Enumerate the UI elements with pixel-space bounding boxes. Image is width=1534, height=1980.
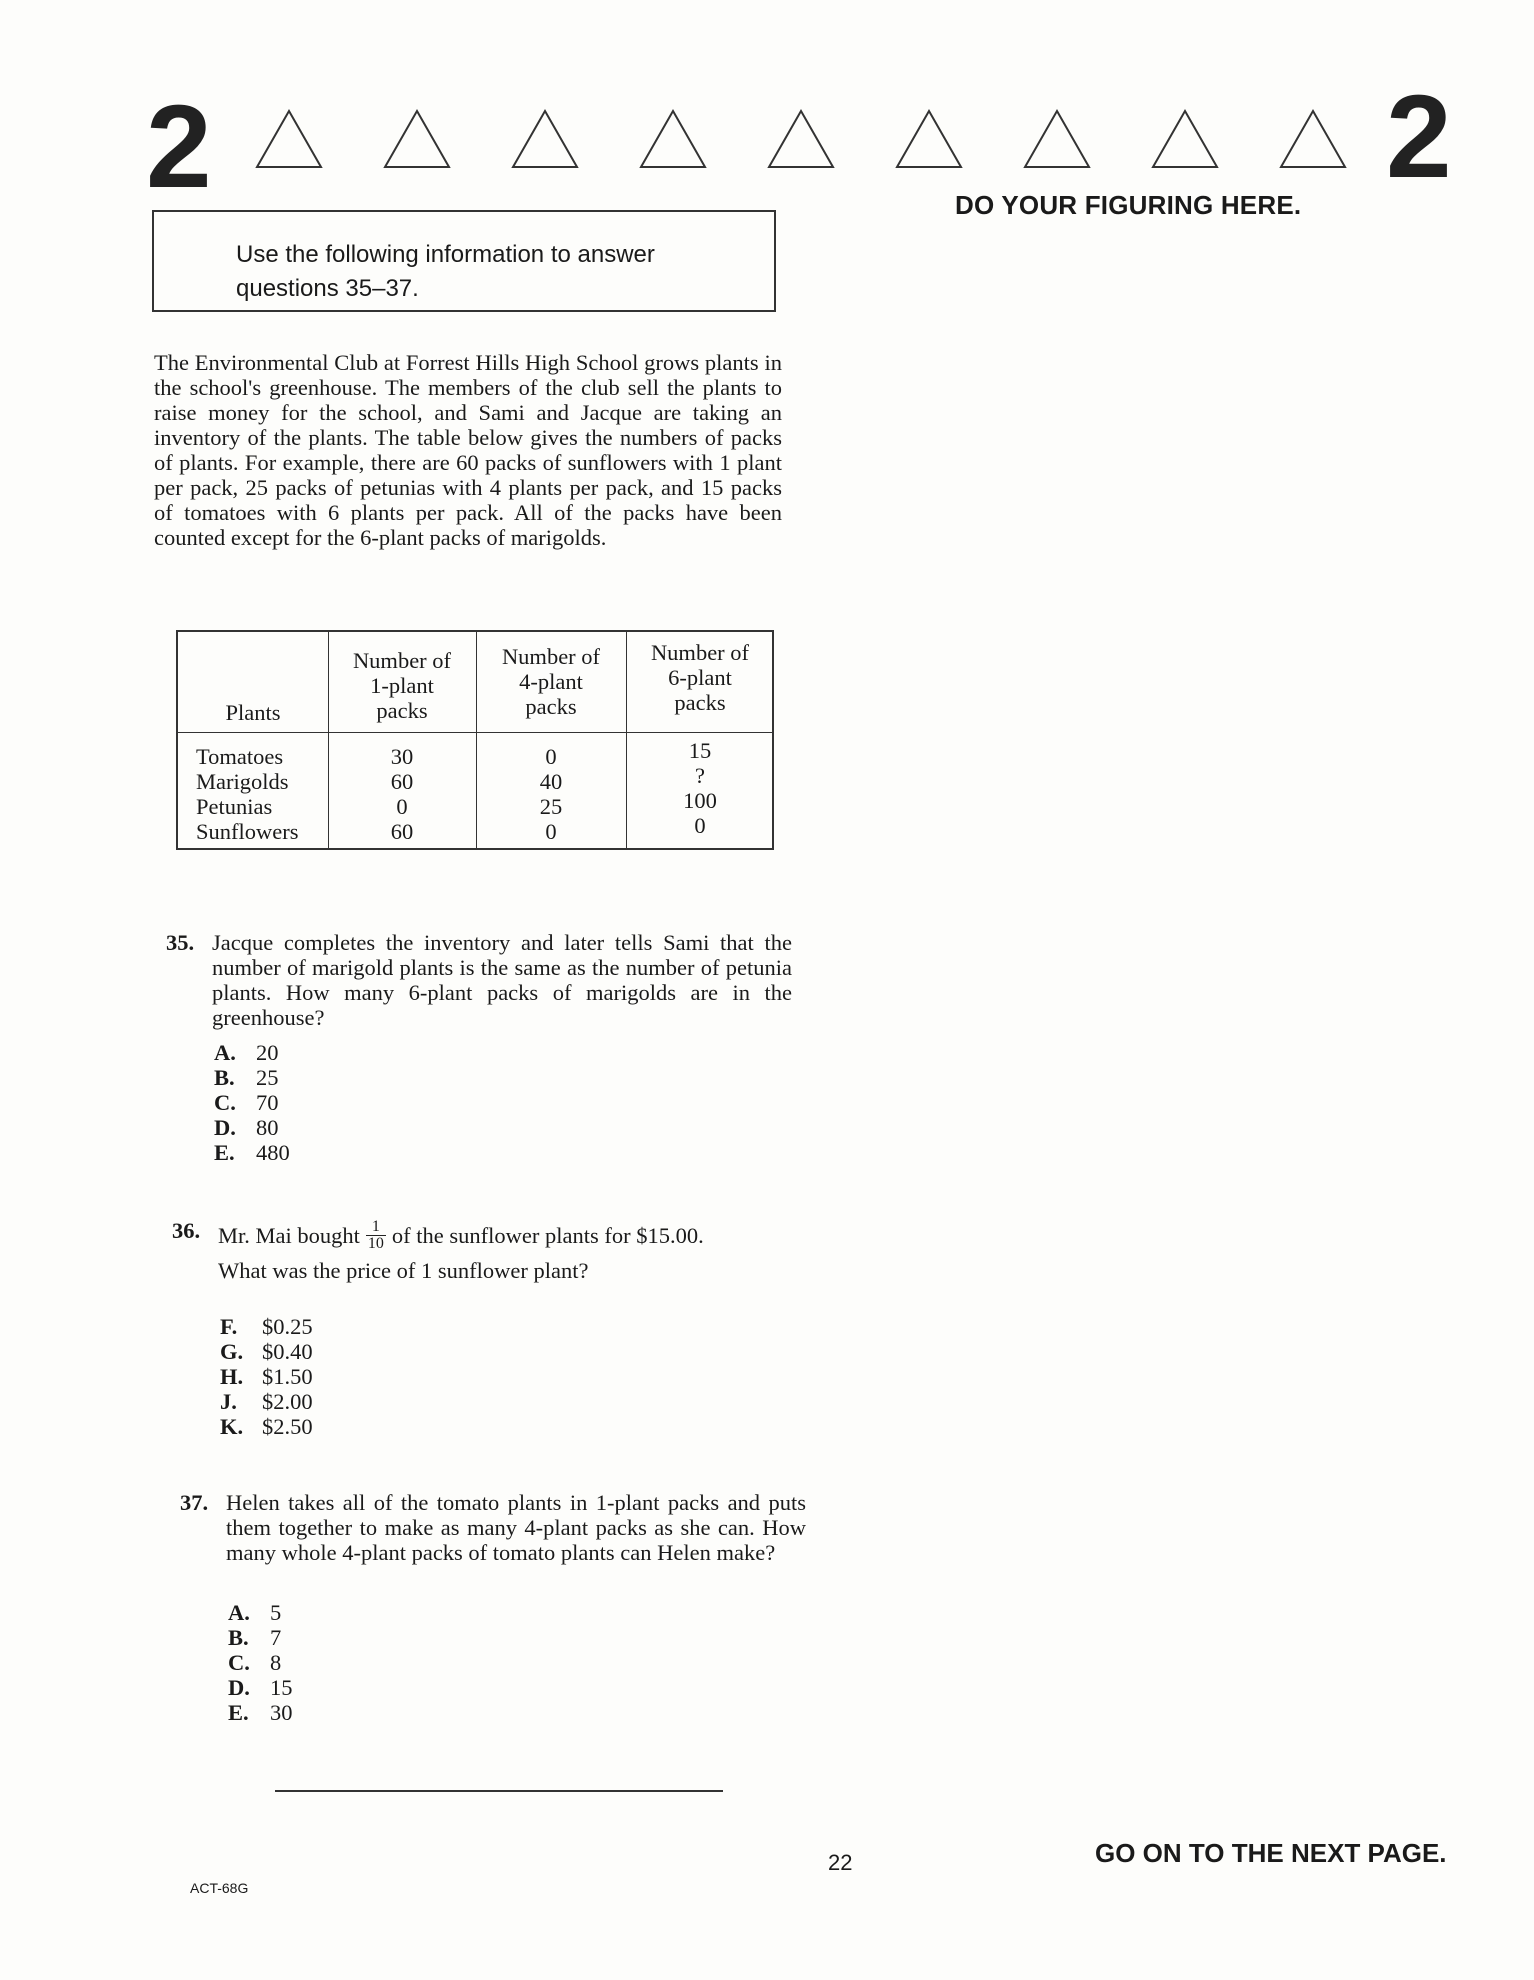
choice-value: 15 (270, 1675, 293, 1700)
table-header-line: packs (525, 694, 577, 719)
choice-value: $1.50 (262, 1364, 313, 1389)
table-header-line: 6-plant (668, 665, 732, 690)
choice-value: 30 (270, 1700, 293, 1725)
answer-choices (228, 1600, 293, 1725)
table-cell: 15 (688, 738, 712, 763)
table-cell: ? (695, 763, 705, 788)
answer-choice (228, 1600, 293, 1625)
choice-letter: A. (228, 1600, 250, 1625)
answer-choice (220, 1339, 313, 1364)
answer-choice (220, 1364, 313, 1389)
question-text: Jacque completes the inventory and later tells Sami that the number of marigold plants is the same as the number of petunia plants. How many 6-plant packs of marigolds are in the greenhouse? (212, 930, 792, 1030)
answer-choice (214, 1040, 290, 1065)
table-header-line: packs (376, 698, 428, 723)
question-text: Helen takes all of the tomato plants in 1-plant packs and puts them together to make as many 4-plant packs as she can. How many whole 4-plant packs of tomato plants can Helen make? (226, 1490, 806, 1565)
fraction-denominator: 10 (367, 1234, 384, 1252)
question-number: 36. (172, 1218, 201, 1243)
triangle-icon (766, 108, 836, 170)
choice-letter: C. (228, 1650, 250, 1675)
triangle-icon (638, 108, 708, 170)
choice-letter: D. (214, 1115, 236, 1140)
plants-table (176, 630, 774, 850)
triangle-icon (1278, 108, 1348, 170)
choice-letter: K. (220, 1414, 244, 1439)
table-header-line: 1-plant (370, 673, 434, 698)
info-box (152, 210, 776, 312)
table-cell: 0 (545, 744, 557, 769)
choice-letter: B. (214, 1065, 235, 1090)
table-header-line: Plants (225, 700, 281, 725)
go-on-label: GO ON TO THE NEXT PAGE. (1095, 1838, 1447, 1868)
question-number: 37. (180, 1490, 209, 1515)
question-text (218, 1218, 818, 1283)
choice-letter: E. (214, 1140, 235, 1165)
fraction-numerator: 1 (366, 1219, 386, 1236)
table-header-rule (178, 732, 772, 733)
info-box-line2: questions 35–37. (236, 275, 419, 302)
choice-value: $2.00 (262, 1389, 313, 1414)
table-header-6plant (626, 632, 774, 732)
triangle-icon (894, 108, 964, 170)
triangle-icon (1150, 108, 1220, 170)
table-column-plants (196, 744, 299, 844)
table-header-4plant (476, 632, 626, 732)
question-text-before: Mr. Mai bought (218, 1222, 360, 1248)
section-number-right: 2 (1386, 71, 1452, 203)
answer-choice (214, 1090, 290, 1115)
table-header-line: Number of (501, 644, 601, 669)
question-number: 35. (166, 930, 195, 955)
choice-letter: E. (228, 1700, 249, 1725)
choice-value: 7 (270, 1625, 282, 1650)
choice-letter: H. (220, 1364, 244, 1389)
table-cell: 0 (694, 813, 706, 838)
question-text-after: of the sunflower plants for $15.00. (391, 1222, 704, 1248)
answer-choice (220, 1314, 313, 1339)
choice-value: $2.50 (262, 1414, 313, 1439)
triangle-icon (1022, 108, 1092, 170)
choice-value: 25 (256, 1065, 279, 1090)
table-header-line: Number of (352, 648, 452, 673)
answer-choice (214, 1140, 290, 1165)
section-number-left: 2 (146, 81, 212, 213)
answer-choice (220, 1389, 313, 1414)
answer-choice (228, 1700, 293, 1725)
figuring-label: DO YOUR FIGURING HERE. (955, 190, 1302, 220)
choice-value: $0.25 (262, 1314, 313, 1339)
bottom-rule (275, 1790, 723, 1792)
question-text-line2: What was the price of 1 sunflower plant? (218, 1258, 589, 1283)
form-code: ACT-68G (190, 1880, 249, 1896)
triangle-icon (510, 108, 580, 170)
answer-choice (228, 1650, 293, 1675)
choice-value: $0.40 (262, 1339, 313, 1364)
table-cell: 100 (683, 788, 717, 813)
info-box-line1: Use the following information to answer (236, 241, 655, 268)
table-cell: Sunflowers (196, 819, 299, 844)
table-cell: 0 (545, 819, 557, 844)
table-column-1plant (328, 744, 476, 844)
answer-choice (214, 1065, 290, 1090)
table-cell: 0 (396, 794, 408, 819)
table-header-plants (178, 632, 328, 732)
table-cell: Tomatoes (196, 744, 284, 769)
table-cell: 60 (390, 819, 414, 844)
table-cell: 40 (539, 769, 563, 794)
table-header-line: 4-plant (519, 669, 583, 694)
table-header-line: packs (674, 690, 726, 715)
table-header-line: Number of (650, 640, 750, 665)
triangle-icon (254, 108, 324, 170)
table-cell: Marigolds (196, 769, 289, 794)
choice-value: 5 (270, 1600, 282, 1625)
table-cell: 25 (539, 794, 563, 819)
table-cell: 60 (390, 769, 414, 794)
choice-letter: C. (214, 1090, 236, 1115)
choice-value: 70 (256, 1090, 279, 1115)
choice-value: 480 (256, 1140, 290, 1165)
table-cell: Petunias (196, 794, 273, 819)
choice-value: 8 (270, 1650, 282, 1675)
fraction (366, 1219, 386, 1252)
choice-letter: J. (220, 1389, 237, 1414)
passage: The Environmental Club at Forrest Hills High School grows plants in the school's greenhouse. The members of the club sell the plants to raise money for the school, and Sami and Jacque are taking an inventory of the plants. The table below gives the numbers of packs of plants. For example, there are 60 packs of sunflowers with 1 plant per pack, 25 packs of petunias with 4 plants per pack, and 15 packs of tomatoes with 6 plants per pack. All of the packs have been counted except for the 6-plant packs of marigolds. (154, 350, 782, 550)
triangle-icon (382, 108, 452, 170)
answer-choice (220, 1414, 313, 1439)
answer-choice (228, 1625, 293, 1650)
answer-choices (220, 1314, 313, 1439)
answer-choice (228, 1675, 293, 1700)
answer-choices (214, 1040, 290, 1165)
info-box-text (236, 238, 716, 306)
choice-letter: A. (214, 1040, 236, 1065)
table-column-4plant (476, 744, 626, 844)
table-cell: 30 (390, 744, 414, 769)
choice-value: 20 (256, 1040, 279, 1065)
table-column-6plant (626, 738, 774, 838)
choice-letter: F. (220, 1314, 238, 1339)
choice-letter: B. (228, 1625, 249, 1650)
page-number: 22 (828, 1850, 853, 1875)
table-header-1plant (328, 632, 476, 732)
answer-choice (214, 1115, 290, 1140)
triangle-row (248, 108, 1368, 178)
choice-letter: G. (220, 1339, 244, 1364)
choice-letter: D. (228, 1675, 250, 1700)
choice-value: 80 (256, 1115, 279, 1140)
